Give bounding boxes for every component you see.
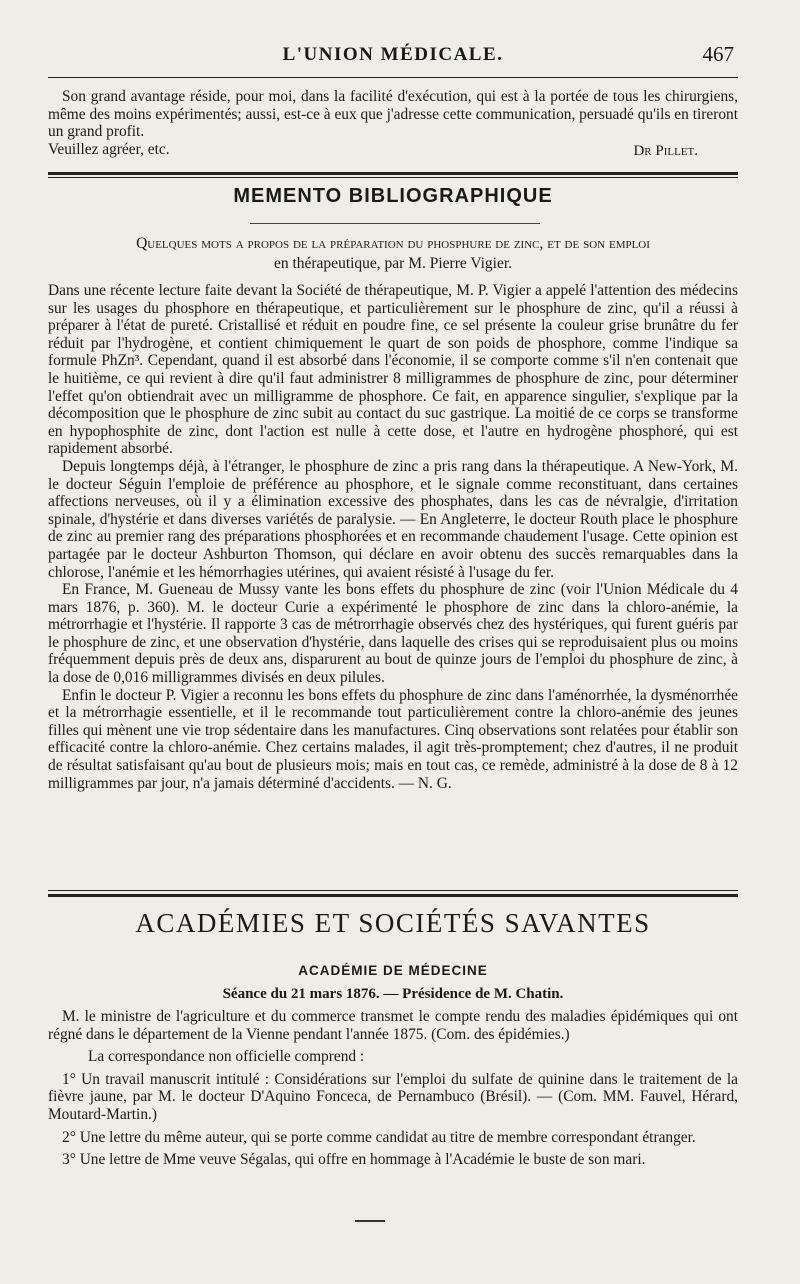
article-title-line2: en thérapeutique, par M. Pierre Vigier. bbox=[273, 255, 513, 272]
academy-paragraph: 1° Un travail manuscrit intitulé : Considérations sur l'emploi du sulfate de quinine dans le traitement de la fièvre jaune, par M. le docteur D'Aquino Fonceca, de Pernambuco (Brésil). — (Com. MM. Fauvel, Hérard, Moutard-Martin.) bbox=[48, 1070, 738, 1123]
article-paragraph: Depuis longtemps déjà, à l'étranger, le phosphure de zinc a pris rang dans la thérapeutique. A New-York, M. le docteur Séguin l'emploie de préférence au phosphore, et le signale comme reconstituant, dans certaines affections nerveuses, où il y a élimination excessive des phosphates, dans les cas de névralgie, d'irritation spinale, d'hystérie et dans diverses variétés de paralysie. — En Angleterre, le docteur Routh place le phosphure de zinc au premier rang des préparations phosphorées et en recommande chaudement l'usage. Cette opinion est partagée par le docteur Ashburton Thomson, qui déclare en avoir obtenu des succès remarquables dans la chlorose, l'anémie et les hémorrhagies utérines, qui avaient résisté à l'usage du fer. bbox=[48, 457, 738, 581]
article-paragraph: En France, M. Gueneau de Mussy vante les bons effets du phosphure de zinc (voir l'Union Médicale du 4 mars 1876, p. 360). M. le docteur Curie a expérimenté le phosphore de zinc dans la chloro-anémie, la métrorrhagie et l'hystérie. Il rapporte 3 cas de métrorrhagie observés chez des hystériques, qui furent guéris par le phosphure de zinc, et une observation d'hystérie, dans laquelle des crises qui se reproduisaient plus ou moins fréquemment depuis près de deux ans, disparurent au bout de quinze jours de l'emploi du phosphure de zinc, à la dose de 0,016 milligrammes divisés en deux pilules. bbox=[48, 581, 738, 687]
article-title-line1: Quelques mots a propos de la préparation du phosphure de zinc, et de son emploi bbox=[136, 235, 650, 252]
article-paragraph: Enfin le docteur P. Vigier a reconnu les bons effets du phosphure de zinc dans l'aménorrhée, la dysménorrhée et la métrorrhagie essentielle, et il le recommande tout particulièrement contre la chloro-anémie des jeunes filles qui mènent une vie trop sédentaire dans les manufactures. Cinq observations sont relatées pour établir son efficacité contre la chloro-anémie. Chez certains malades, il agit très-promptement; chez d'autres, il ne produit de résultat satisfaisant qu'au bout de plusieurs mois; mais en tout cas, ce remède, administré à la dose de 8 à 12 milligrammes par jour, n'a jamais déterminé d'accidents. — N. G. bbox=[48, 686, 738, 792]
end-rule bbox=[355, 1220, 385, 1222]
academy-paragraph: La correspondance non officielle comprend : bbox=[88, 1048, 365, 1066]
academy-paragraph: M. le ministre de l'agriculture et du commerce transmet le compte rendu des maladies épidémiques qui ont régné dans le département de la Vienne pendant l'année 1875. (Com. des épidémies.) bbox=[48, 1008, 738, 1043]
letter-ending bbox=[48, 88, 738, 159]
academies-heading: ACADÉMIES ET SOCIÉTÉS SAVANTES bbox=[135, 908, 651, 938]
running-title: L'UNION MÉDICALE. bbox=[282, 44, 504, 65]
academy-name: ACADÉMIE DE MÉDECINE bbox=[298, 963, 488, 978]
academies-rule-bottom bbox=[48, 894, 738, 897]
memento-underline bbox=[250, 223, 540, 224]
running-head bbox=[48, 44, 738, 74]
article-paragraph: Dans une récente lecture faite devant la Société de thérapeutique, M. P. Vigier a appelé l'attention des médecins sur les usages du phosphore en thérapeutique, et particulièrement sur le phosphure de zinc, qu'il a réussi à préparer à l'état de pureté. Cristallisé et réduit en poudre fine, ce sel présente la couleur grise brunâtre du fer réduit par l'hydrogène, et contient chimiquement le quart de son poids de phosphore, comme l'indique sa formule PhZn³. Cependant, quand il est absorbé dans l'économie, il se comporte comme s'il n'en contenait que le huitième, ce qui revient à dire qu'il faut administrer 8 milligrammes de phosphure de zinc, pour déterminer l'effet qu'on obtiendrait avec un milligramme de phosphore. Ce fait, en apparence singulier, s'explique par la décomposition que le phosphure de zinc subit au contact du suc gastrique. La moitié de ce corps se transforme en hypophosphite de zinc, dont l'action est nulle à cette dose, et l'autre en hydrogène phosphoré, qui est rapidement absorbé. bbox=[48, 282, 738, 458]
section-rule-bottom bbox=[48, 177, 738, 178]
letter-closing-row bbox=[48, 141, 738, 159]
academies-rule-top bbox=[48, 890, 738, 891]
section-rule-top bbox=[48, 172, 738, 175]
academy-paragraph: 3° Une lettre de Mme veuve Ségalas, qui offre en hommage à l'Académie le buste de son mari. bbox=[62, 1151, 646, 1169]
letter-closing: Veuillez agréer, etc. bbox=[48, 140, 170, 158]
session-line: Séance du 21 mars 1876. — Présidence de M. Chatin. bbox=[222, 986, 564, 1002]
article-title bbox=[48, 234, 738, 274]
academy-paragraph: 2° Une lettre du même auteur, qui se porte comme candidat au titre de membre correspondant étranger. bbox=[62, 1128, 696, 1146]
letter-paragraph: Son grand avantage réside, pour moi, dans la facilité d'exécution, qui est à la portée de tous les chirurgiens, même des moins expérimentés; aussi, est-ce à eux que j'adresse cette communication, persuadé qu'ils en tireront un grand profit. bbox=[48, 88, 738, 141]
article-body bbox=[48, 282, 738, 792]
letter-signature: Dr Pillet. bbox=[633, 142, 698, 159]
header-rule bbox=[48, 77, 738, 78]
academy-body bbox=[48, 1008, 738, 1174]
page-number: 467 bbox=[702, 42, 734, 66]
memento-heading: MEMENTO BIBLIOGRAPHIQUE bbox=[233, 185, 553, 207]
